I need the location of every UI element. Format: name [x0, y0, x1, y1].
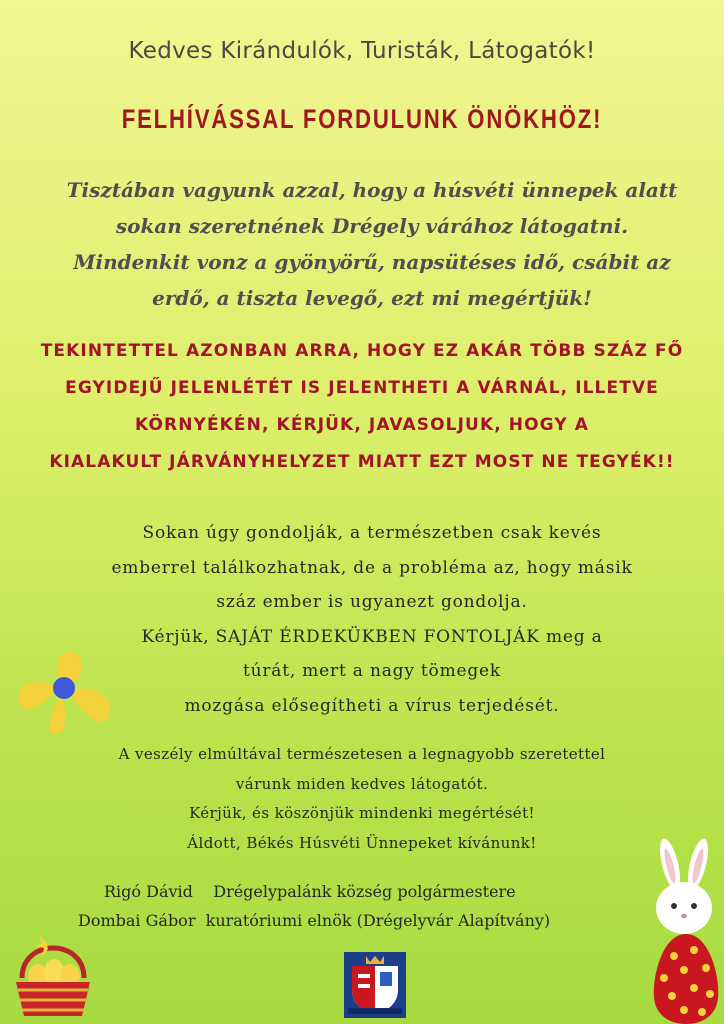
body-paragraph [20, 516, 724, 724]
warning-line: KIALAKULT JÁRVÁNYHELYZET MIATT EZT MOST NE TEGYÉK!! [49, 452, 675, 472]
intro-paragraph [30, 172, 714, 316]
intro-line: erdő, a tiszta levegő, ezt mi megértjük! [152, 286, 592, 310]
coat-of-arms-icon [344, 952, 406, 1018]
bunny-icon [648, 836, 720, 936]
signature-name: Rigó Dávid [104, 882, 193, 901]
body-line: Kérjük, SAJÁT ÉRDEKÜKBEN FONTOLJÁK meg a [141, 626, 603, 647]
closing-paragraph [0, 740, 724, 858]
signature-name: Dombai Gábor [78, 911, 196, 930]
closing-line: várunk miden kedves látogatót. [235, 774, 489, 793]
warning-line: TEKINTETTEL AZONBAN ARRA, HOGY EZ AKÁR TÖBB SZÁZ FŐ [40, 341, 684, 361]
intro-line: sokan szeretnének Drégely várához látogatni. [115, 214, 629, 238]
body-line: száz ember is ugyanezt gondolja. [216, 592, 528, 613]
polka-dot-egg-icon [650, 932, 722, 1024]
yellow-bow-icon [12, 638, 122, 738]
body-line: mozgása elősegítheti a vírus terjedését. [184, 695, 560, 716]
greeting-line: Kedves Kirándulók, Turisták, Látogatók! [128, 38, 596, 64]
closing-line: Áldott, Békés Húsvéti Ünnepeket kívánunk! [187, 833, 537, 852]
intro-line: Mindenkit vonz a gyönyörű, napsütéses idő, csábit az [73, 250, 671, 274]
body-line: Sokan úgy gondolják, a természetben csak kevés [142, 523, 602, 543]
warning-paragraph [0, 333, 724, 481]
signature-chair [78, 906, 550, 935]
signature-title: kuratóriumi elnök (Drégelyvár Alapítvány) [205, 911, 551, 930]
closing-line: Kérjük, és köszönjük mindenki megértését! [189, 804, 535, 822]
signature-mayor [104, 877, 516, 906]
closing-line: A veszély elmúltával természetesen a legnagyobb szeretettel [118, 745, 606, 763]
signature-title: Drégelypalánk község polgármestere [213, 882, 516, 901]
body-line: túrát, mert a nagy tömegek [242, 661, 502, 682]
warning-line: KÖRNYÉKÉN, KÉRJÜK, JAVASOLJUK, HOGY A [134, 415, 590, 435]
body-line: emberrel találkozhatnak, de a probléma az, hogy másik [111, 557, 633, 578]
intro-line: Tisztában vagyunk azzal, hogy a húsvéti ünnepek alatt [66, 178, 678, 202]
warning-line: EGYIDEJŰ JELENLÉTÉT IS JELENTHETI A VÁRNÁL, ILLETVE [65, 378, 659, 398]
headline: FELHÍVÁSSAL FORDULUNK ÖNÖKHÖZ! [121, 104, 603, 134]
easter-basket-icon [12, 928, 94, 1020]
